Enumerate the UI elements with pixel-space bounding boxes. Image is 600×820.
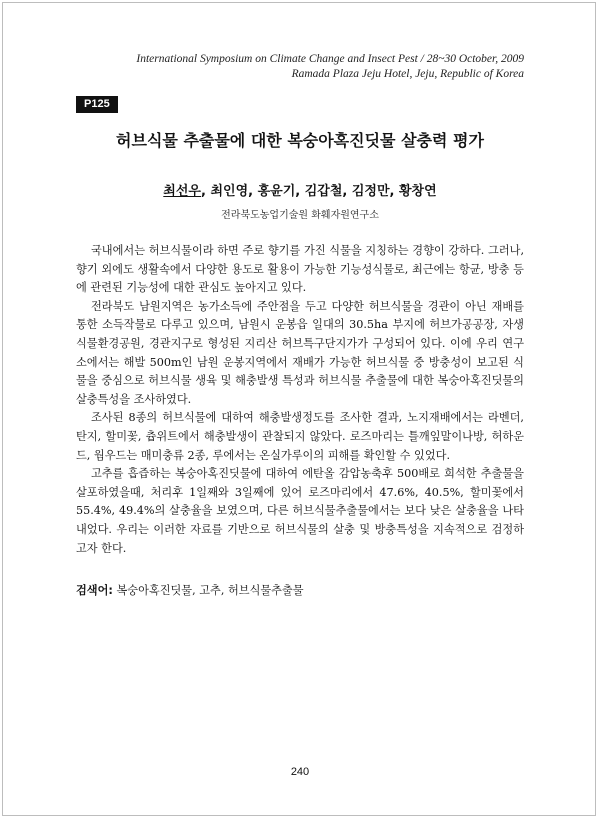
keywords bbox=[76, 582, 524, 598]
page-number: 240 bbox=[290, 766, 310, 778]
abstract-paragraph: 고추를 흡즙하는 복숭아혹진딧물에 대하여 에탄올 감압농축후 500배로 희석한 추출물을 살포하였을때, 처리후 1일째와 3일째에 있어 로즈마리에서 47.6%, 40.5%, 할미꽃에서 55.4%, 49.4%의 살충율을 보였으며, 다른 허브식물추출물에서는 보다 낮은 살충율을 나타내었다. 우리는 이러한 자료를 기반으로 허브식물의 살충 및 방충특성을 지속적으로 검정하고자 한다. bbox=[76, 467, 524, 555]
poster-id-badge: P125 bbox=[76, 96, 118, 113]
co-authors: , 최인영, 홍윤기, 김갑철, 김정만, 황창연 bbox=[200, 184, 437, 199]
abstract-paragraph: 국내에서는 허브식물이라 하면 주로 향기를 가진 식물을 지칭하는 경향이 강하다. 그러나, 향기 외에도 생활속에서 다양한 용도로 활용이 가능한 기능성식물로, 최근에는 항균, 방충 등에 관련된 기능성에 대한 관심도 높아지고 있다. bbox=[76, 244, 524, 295]
paper-title: 허브식물 추출물에 대한 복숭아혹진딧물 살충력 평가 bbox=[116, 131, 484, 150]
abstract-body bbox=[76, 242, 524, 558]
conference-line-2: Ramada Plaza Jeju Hotel, Jeju, Republic of Korea bbox=[291, 68, 524, 80]
conference-header bbox=[136, 52, 524, 82]
affiliation: 전라북도농업기술원 화훼자원연구소 bbox=[221, 210, 379, 221]
presenting-author: 최선우 bbox=[163, 184, 201, 199]
abstract-paragraph: 전라북도 남원지역은 농가소득에 주안점을 두고 다양한 허브식물을 경관이 아닌 재배를 통한 소득작물로 다루고 있으며, 남원시 운봉읍 일대의 30.5ha 부지에 허브가공공장, 자생식물환경공원, 경관지구로 형성된 지리산 허브특구단지가가 구성되어 있다. 이에 우리 연구소에서는 해발 500m인 남원 운봉지역에서 재배가 가능한 허브식물 중 방충성이 보고된 식물을 중심으로 허브식물 생육 및 해충발생 특성과 허브식물 추출물에 대한 복숭아혹진딧물의 살충특성을 조사하였다. bbox=[76, 299, 524, 406]
keywords-value: 복숭아혹진딧물, 고추, 허브식물추출물 bbox=[116, 584, 304, 597]
author-list bbox=[76, 180, 524, 199]
abstract-paragraph: 조사된 8종의 허브식물에 대하여 해충발생정도를 조사한 결과, 노지재배에서는 라벤더, 탄지, 할미꽃, 츕위트에서 해충발생이 관찰되지 않았다. 로즈마리는 틀깨잎말이나방, 허하운드, 웜우드는 매미충류 2종, 루에서는 온실가루이의 피해를 확인할 수 있었다. bbox=[76, 411, 524, 462]
conference-line-1: International Symposium on Climate Change and Insect Pest / 28~30 October, 2009 bbox=[136, 53, 524, 65]
keywords-label: 검색어: bbox=[76, 584, 113, 597]
